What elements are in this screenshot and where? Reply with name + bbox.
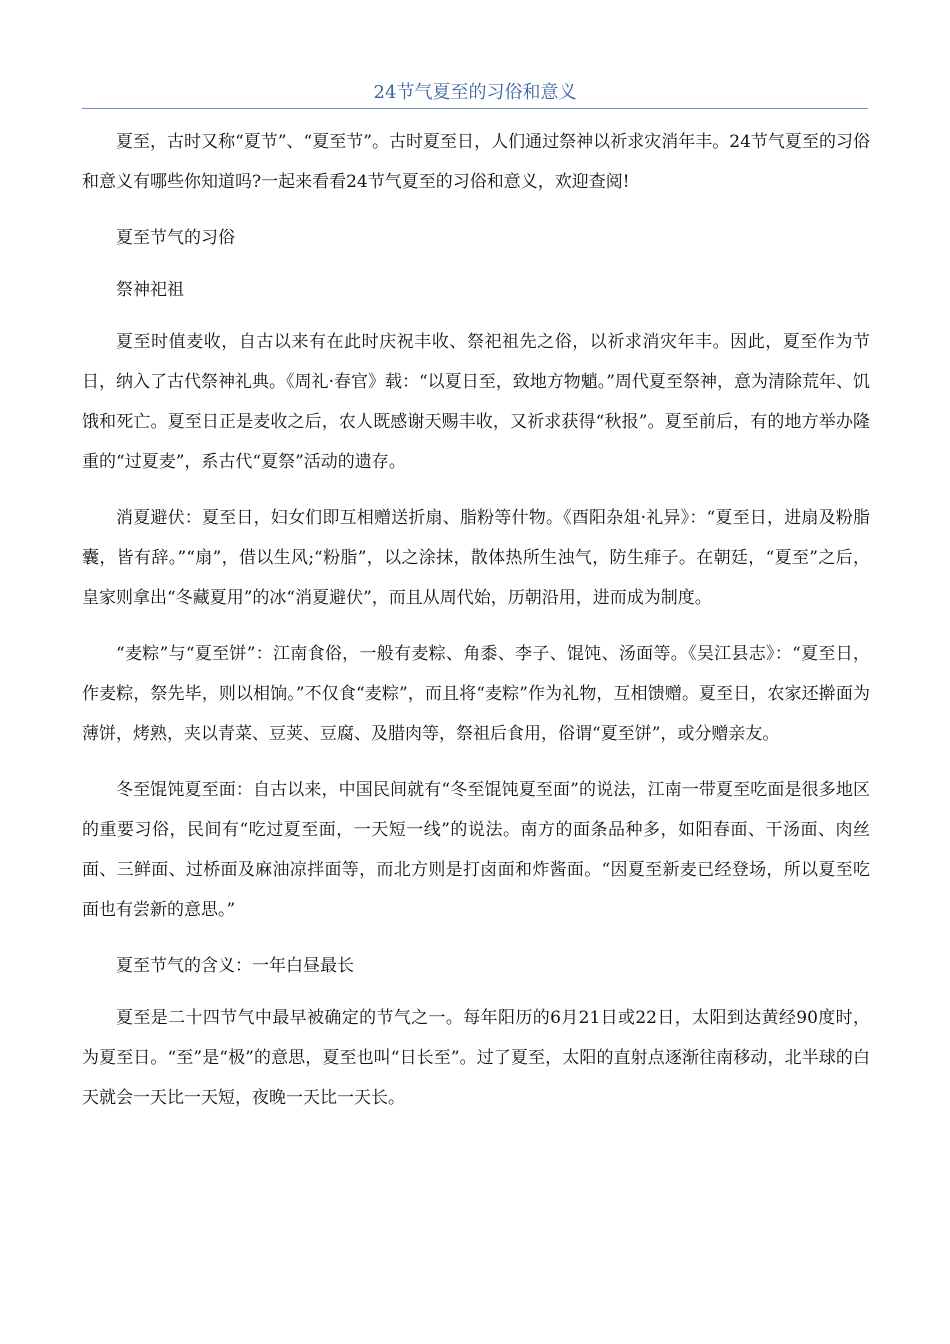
header-divider [82,108,868,109]
paragraph-worship: 夏至时值麦收，自古以来有在此时庆祝丰收、祭祀祖先之俗，以祈求消灾年丰。因此，夏至作为节日，纳入了古代祭神礼典。《周礼·春官》载：“以夏日至，致地方物魈。”周代夏至祭神，意为清除荒年、饥饿和死亡。夏至日正是麦收之后，农人既感谢天赐丰收，又祈求获得“秋报”。夏至前后，有的地方举办隆重的“过夏麦”，系古代“夏祭”活动的遗存。 [82,332,870,472]
paragraph-wheat-zongzi: “麦粽”与“夏至饼”：江南食俗，一般有麦粽、角黍、李子、馄饨、汤面等。《吴江县志》：“夏至日，作麦粽，祭先毕，则以相饷。”不仅食“麦粽”，而且将“麦粽”作为礼物，互相馈赠。夏至日，农家还擀面为薄饼，烤熟，夹以青菜、豆荚、豆腐、及腊肉等，祭祖后食用，俗谓“夏至饼”，或分赠亲友。 [82,644,870,744]
page-header-title: 24节气夏至的习俗和意义 [373,82,577,103]
intro-paragraph: 夏至，古时又称“夏节”、“夏至节”。古时夏至日，人们通过祭神以祈求灾消年丰。24节气夏至的习俗和意义有哪些你知道吗?一起来看看24节气夏至的习俗和意义，欢迎查阅! [82,132,870,192]
paragraph-meaning: 夏至是二十四节气中最早被确定的节气之一。每年阳历的6月21日或22日，太阳到达黄经90度时，为夏至日。“至”是“极”的意思，夏至也叫“日长至”。过了夏至，太阳的直射点逐渐往南移动，北半球的白天就会一天比一天短，夜晚一天比一天长。 [82,1008,870,1108]
document-body [82,122,870,1134]
paragraph-noodles: 冬至馄饨夏至面：自古以来，中国民间就有“冬至馄饨夏至面”的说法，江南一带夏至吃面是很多地区的重要习俗，民间有“吃过夏至面，一天短一线”的说法。南方的面条品种多，如阳春面、干汤面、肉丝面、三鲜面、过桥面及麻油凉拌面等，而北方则是打卤面和炸酱面。“因夏至新麦已经登场，所以夏至吃面也有尝新的意思。” [82,780,870,920]
section-heading-meaning: 夏至节气的含义：一年白昼最长 [116,956,354,976]
paragraph-summer-cooling: 消夏避伏：夏至日，妇女们即互相赠送折扇、脂粉等什物。《酉阳杂俎·礼异》：“夏至日，进扇及粉脂囊，皆有辞。”“扇”，借以生风;“粉脂”，以之涂抹，散体热所生浊气，防生痱子。在朝廷，“夏至”之后，皇家则拿出“冬藏夏用”的冰“消夏避伏”，而且从周代始，历朝沿用，进而成为制度。 [82,508,870,608]
section-heading-customs: 夏至节气的习俗 [116,228,235,248]
subheading-worship: 祭神祀祖 [116,280,184,300]
